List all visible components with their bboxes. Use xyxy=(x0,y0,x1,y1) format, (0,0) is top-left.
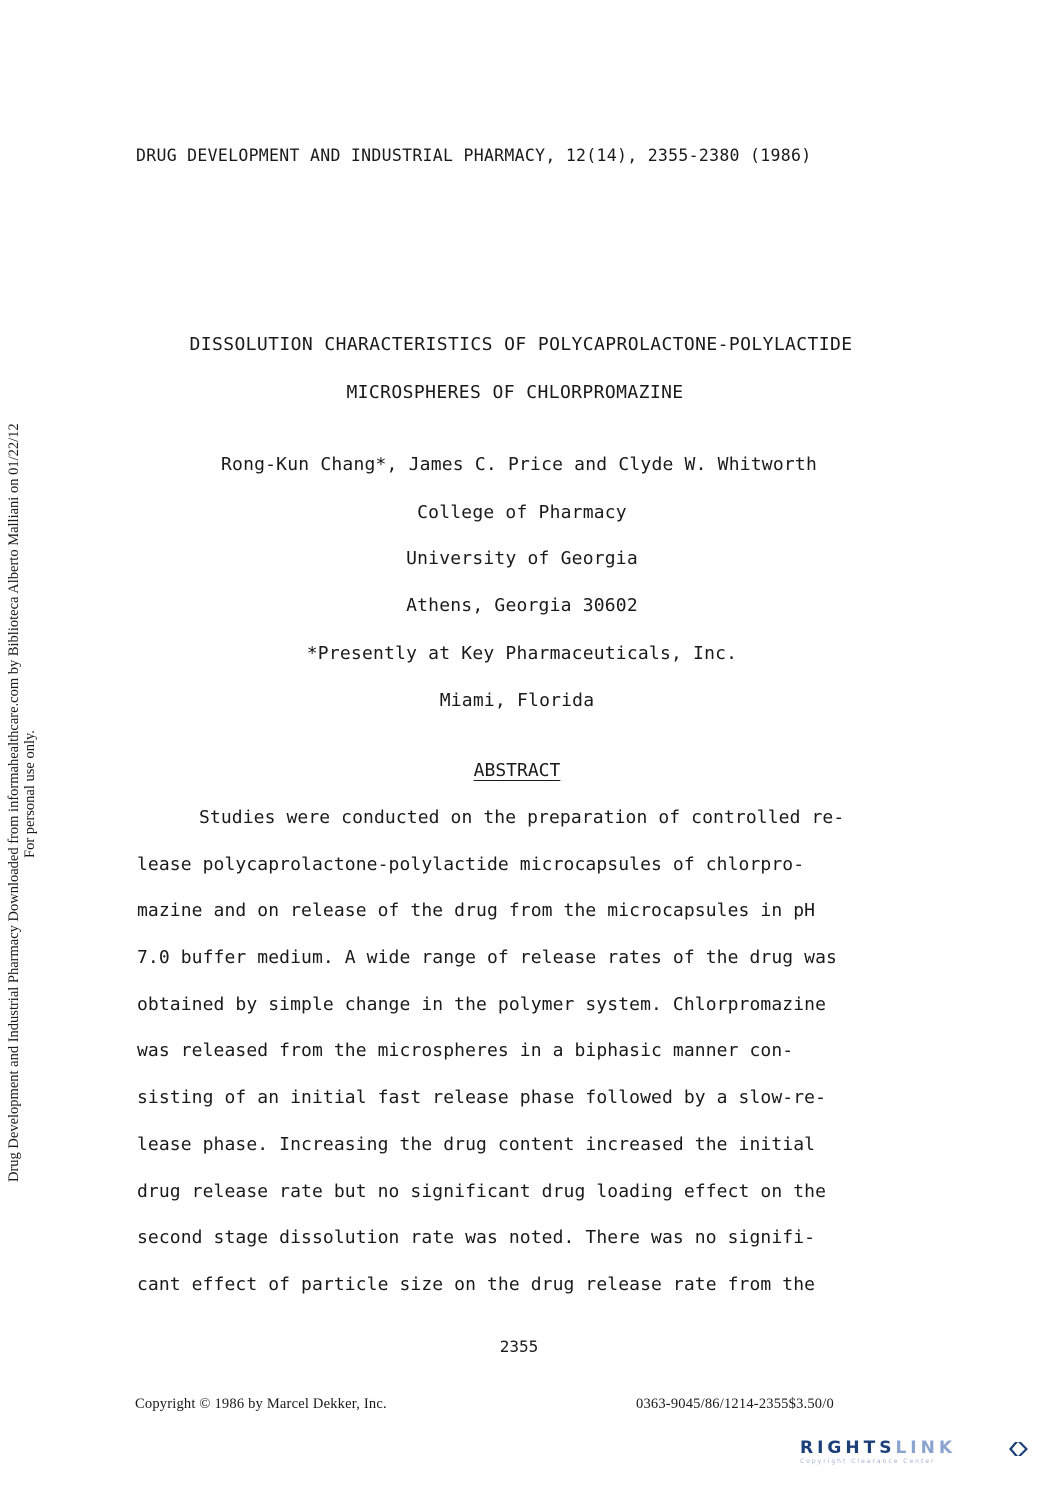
abstract-body xyxy=(137,806,927,1320)
download-notice-line: Drug Development and Industrial Pharmacy Downloaded from informahealthcare.com by Biblioteca Alberto Malliani on 01/22/12 xyxy=(6,423,22,1182)
download-notice xyxy=(0,0,60,1500)
rightslink-tagline: Copyright Clearance Center xyxy=(800,1458,936,1465)
abstract-heading-text: ABSTRACT xyxy=(473,760,561,781)
authors: Rong-Kun Chang*, James C. Price and Clyde W. Whitworth xyxy=(221,454,817,475)
abstract-line: cant effect of particle size on the drug release rate from the xyxy=(137,1273,816,1295)
abstract-line: obtained by simple change in the polymer system. Chlorpromazine xyxy=(137,993,827,1015)
abstract-line: second stage dissolution rate was noted. There was no signifi- xyxy=(137,1227,816,1249)
affiliation-university: University of Georgia xyxy=(406,548,638,569)
present-affiliation-city: Miami, Florida xyxy=(439,690,595,711)
personal-use-notice: For personal use only. xyxy=(22,730,38,858)
abstract-line: was released from the microspheres in a biphasic manner con- xyxy=(137,1040,794,1062)
article-title-line-1: DISSOLUTION CHARACTERISTICS OF POLYCAPROLACTONE-POLYLACTIDE xyxy=(189,334,853,355)
rightslink-logo xyxy=(800,1438,1032,1472)
journal-header: DRUG DEVELOPMENT AND INDUSTRIAL PHARMACY, 12(14), 2355-2380 (1986) xyxy=(136,146,812,165)
abstract-line: lease phase. Increasing the drug content increased the initial xyxy=(137,1133,816,1155)
present-affiliation: *Presently at Key Pharmaceuticals, Inc. xyxy=(306,643,738,664)
rightslink-link-text: LINK xyxy=(895,1438,956,1458)
rightslink-arrow-icon xyxy=(1006,1439,1030,1459)
abstract-line: lease polycaprolactone-polylactide microcapsules of chlorpro- xyxy=(137,853,805,875)
copyright-notice: Copyright © 1986 by Marcel Dekker, Inc. xyxy=(135,1396,387,1412)
article-code: 0363-9045/86/1214-2355$3.50/0 xyxy=(636,1396,834,1412)
page-number: 2355 xyxy=(499,1337,539,1356)
affiliation-city: Athens, Georgia 30602 xyxy=(406,595,638,616)
abstract-line: sisting of an initial fast release phase followed by a slow-re- xyxy=(137,1087,827,1109)
rightslink-rights-text: RIGHTS xyxy=(800,1438,896,1458)
abstract-line: Studies were conducted on the preparation of controlled re- xyxy=(199,807,845,828)
abstract-heading xyxy=(0,760,1042,781)
abstract-line: drug release rate but no significant drug loading effect on the xyxy=(137,1180,827,1202)
affiliation-college: College of Pharmacy xyxy=(417,502,627,523)
article-title-line-2: MICROSPHERES OF CHLORPROMAZINE xyxy=(346,382,684,403)
abstract-line: mazine and on release of the drug from the microcapsules in pH xyxy=(137,900,816,922)
abstract-line: 7.0 buffer medium. A wide range of release rates of the drug was xyxy=(137,947,837,969)
